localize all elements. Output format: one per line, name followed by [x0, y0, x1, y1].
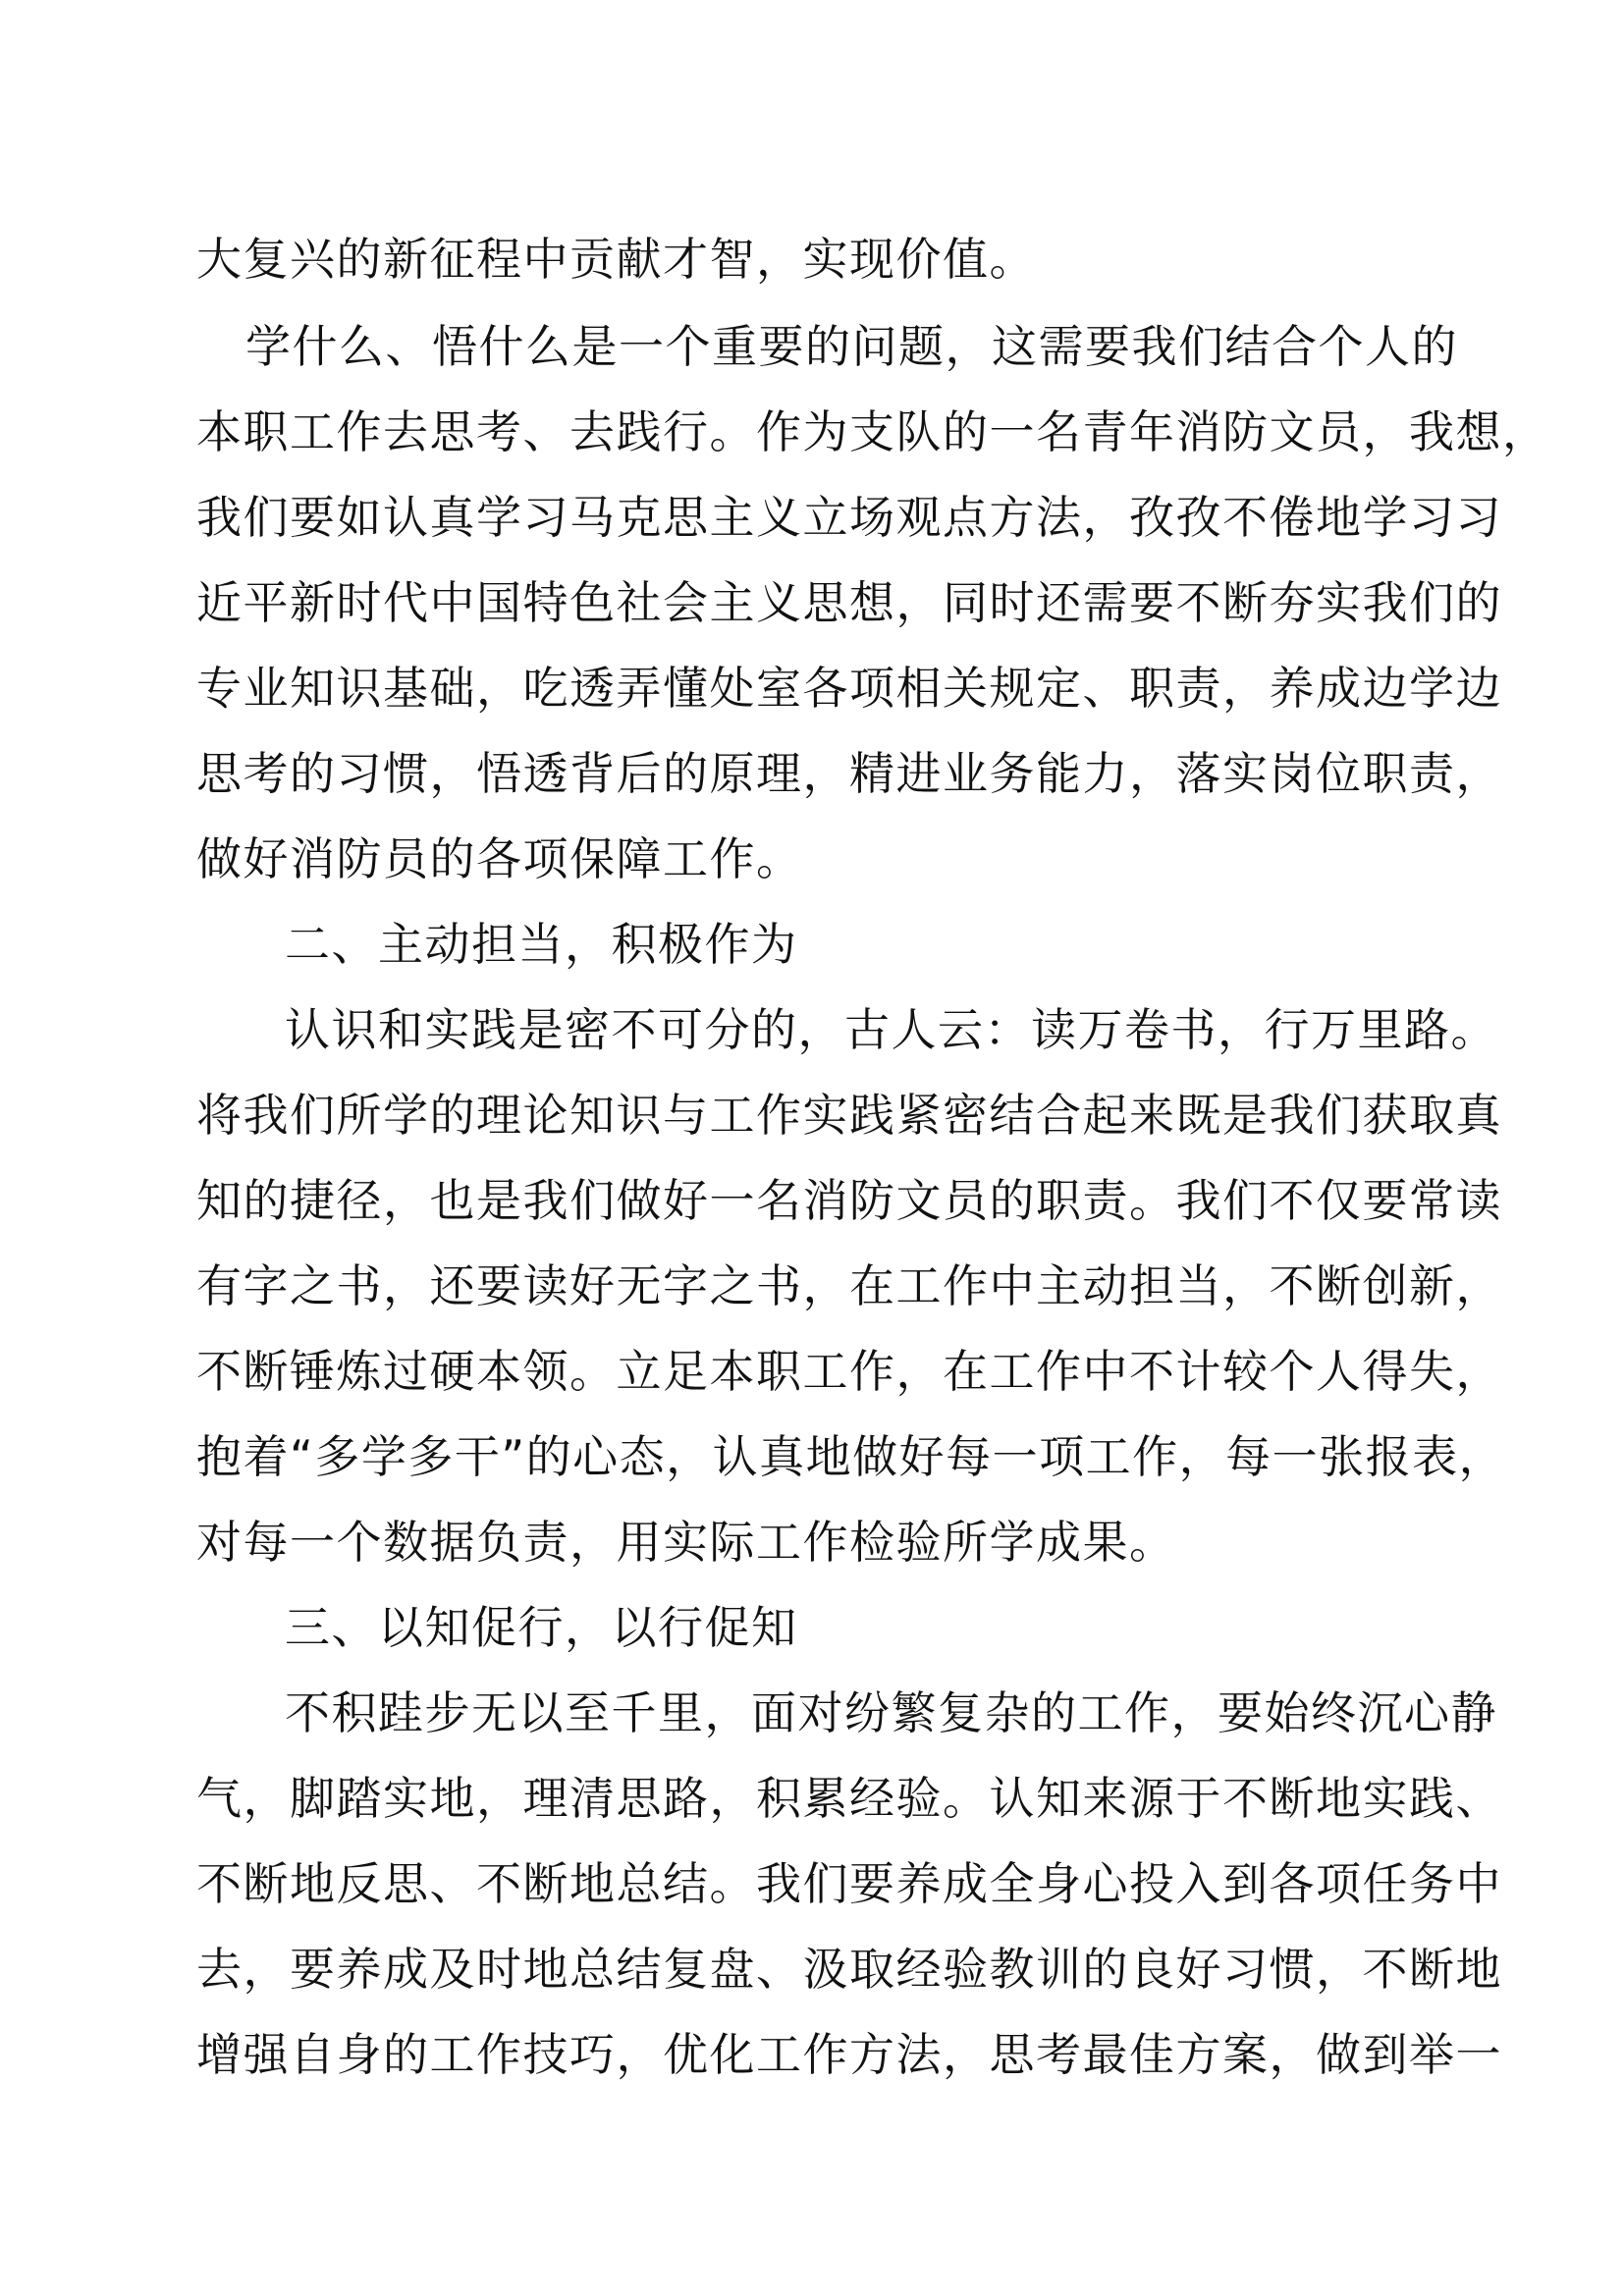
paragraph-line: 本职工作去思考、去践行。作为支队的一名青年消防文员，我想， [196, 405, 1549, 458]
paragraph-line: 大复兴的新征程中贡献才智，实现价值。 [196, 233, 1036, 286]
paragraph-line: 认识和实践是密不可分的，古人云：读万卷书，行万里路。 [285, 1003, 1497, 1056]
paragraph-line: 近平新时代中国特色社会主义思想，同时还需要不断夯实我们的 [196, 576, 1502, 629]
paragraph-line: 我们要如认真学习马克思主义立场观点方法，孜孜不倦地学习习 [196, 491, 1502, 544]
paragraph-line: 增强自身的工作技巧，优化工作方法，思考最佳方案，做到举一 [196, 2028, 1502, 2081]
paragraph-line: 思考的习惯，悟透背后的原理，精进业务能力，落实岗位职责， [196, 747, 1502, 800]
paragraph-line: 做好消防员的各项保障工作。 [196, 832, 803, 885]
paragraph-line: 知的捷径，也是我们做好一名消防文员的职责。我们不仅要常读 [196, 1174, 1502, 1227]
paragraph-line: 去，要养成及时地总结复盘、汲取经验教训的良好习惯，不断地 [196, 1943, 1502, 1996]
section-heading: 二、主动担当，积极作为 [285, 918, 798, 971]
paragraph-line: 有字之书，还要读好无字之书，在工作中主动担当，不断创新， [196, 1259, 1502, 1312]
paragraph-line: 专业知识基础，吃透弄懂处室各项相关规定、职责，养成边学边 [196, 662, 1502, 715]
paragraph-line: 学什么、悟什么是一个重要的问题，这需要我们结合个人的 [245, 320, 1458, 373]
paragraph-line: 气，脚踏实地，理清思路，积累经验。认知来源于不断地实践、 [196, 1772, 1502, 1825]
section-heading: 三、以知促行，以行促知 [285, 1601, 798, 1654]
paragraph-line: 不断锤炼过硬本领。立足本职工作，在工作中不计较个人得失， [196, 1345, 1502, 1398]
paragraph-line: 抱着“多学多干”的心态，认真地做好每一项工作，每一张报表， [196, 1430, 1506, 1483]
paragraph-line: 对每一个数据负责，用实际工作检验所学成果。 [196, 1516, 1176, 1569]
paragraph-line: 不积跬步无以至千里，面对纷繁复杂的工作，要始终沉心静 [285, 1686, 1497, 1739]
paragraph-line: 不断地反思、不断地总结。我们要养成全身心投入到各项任务中 [196, 1857, 1502, 1910]
paragraph-line: 将我们所学的理论知识与工作实践紧密结合起来既是我们获取真 [196, 1089, 1502, 1142]
